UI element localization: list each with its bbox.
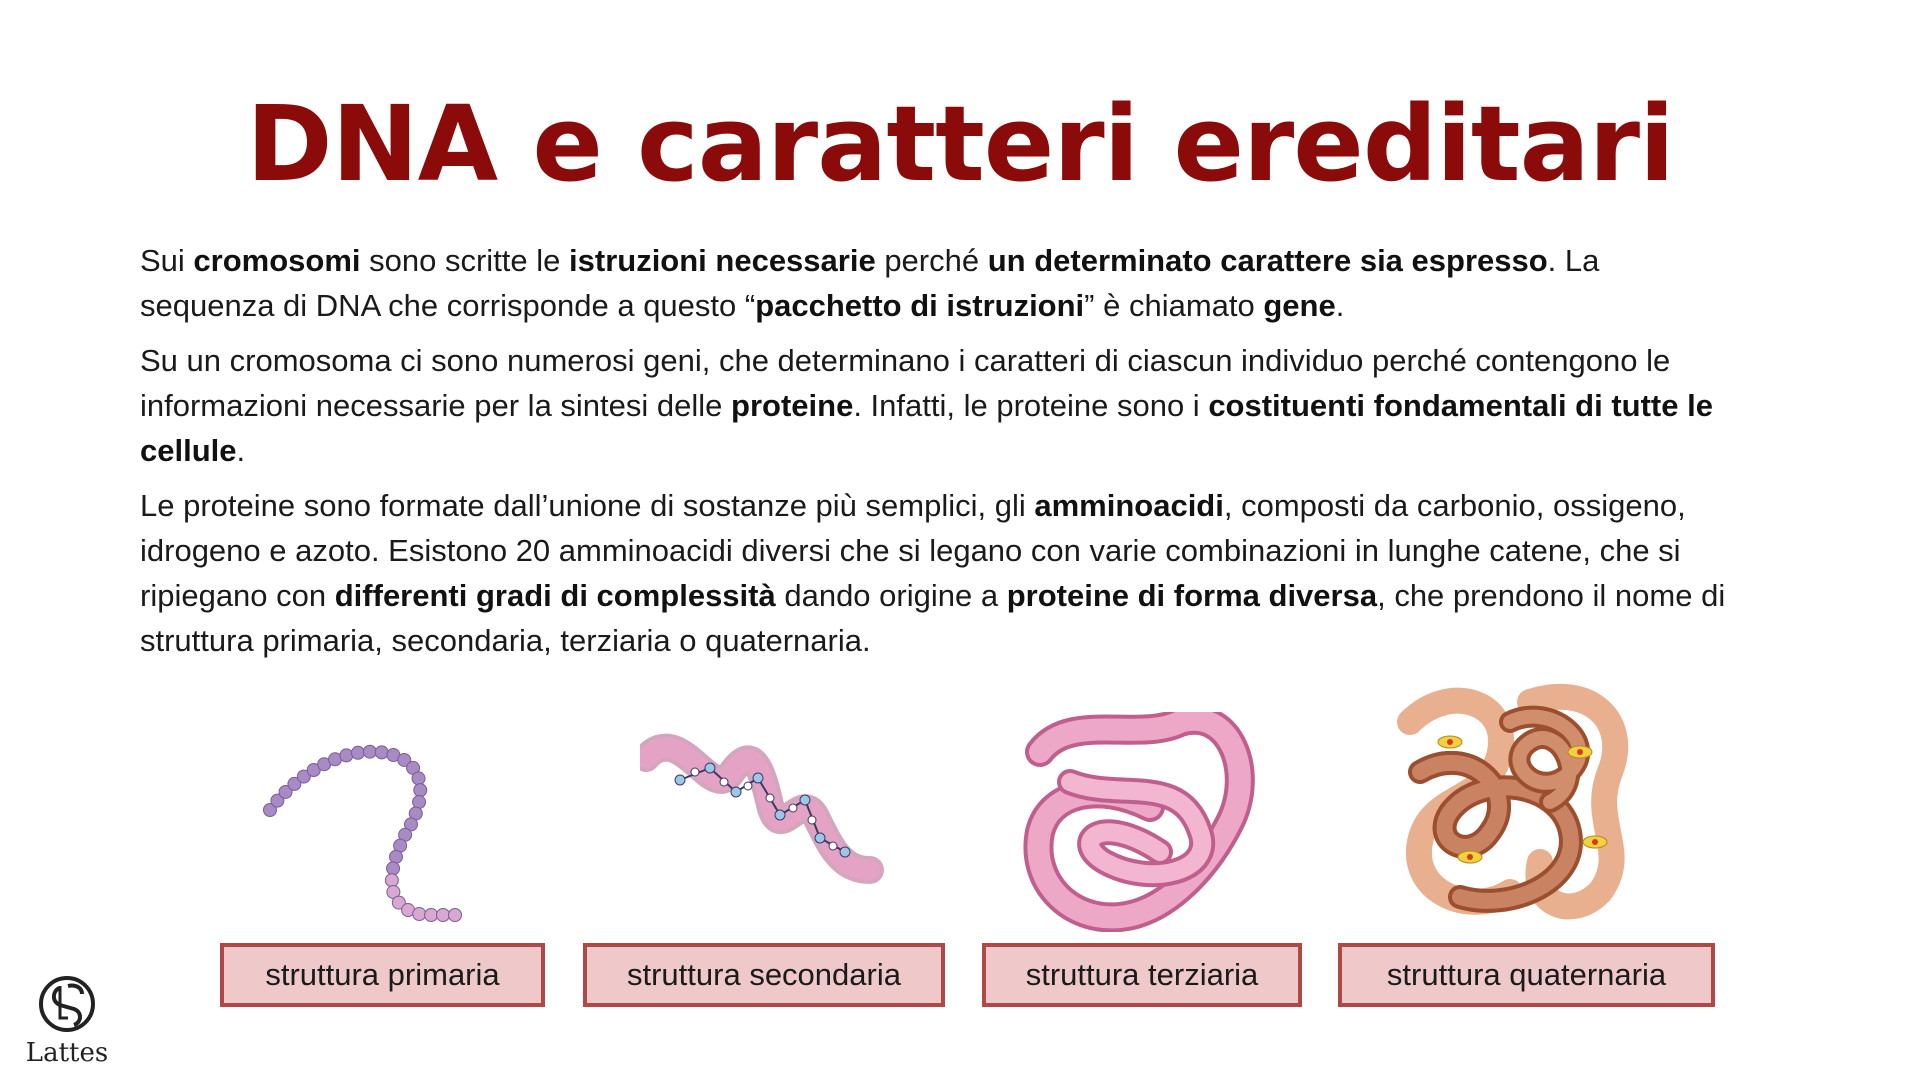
bold-text: un determinato carattere sia espresso <box>987 243 1548 278</box>
bold-text: istruzioni necessarie <box>569 243 876 278</box>
amino-acid-bead <box>363 745 376 758</box>
text-run: . La sequenza di DNA che corrisponde a questo “ <box>140 243 1600 323</box>
text-run: perché <box>875 243 988 278</box>
amino-acid-bead <box>413 908 426 921</box>
text-run: , composti da carbonio, ossigeno, idrogeno e azoto. Esistono 20 amminoacidi diversi che si legano con varie combinazioni in lunghe catene, che si ripiegano con <box>140 488 1686 613</box>
amino-acid-bead <box>425 909 438 922</box>
text-run: . <box>1335 288 1345 323</box>
amino-acid-bead <box>414 784 427 797</box>
amino-acid-bead <box>389 850 402 863</box>
amino-acid-bead <box>387 862 400 875</box>
bold-text: amminoacidi <box>1034 488 1224 523</box>
text-run: Sui <box>140 243 194 278</box>
label-primary-structure: struttura primaria <box>220 943 545 1007</box>
label-secondary-structure: struttura secondaria <box>583 943 945 1007</box>
primary-structure-illustration <box>255 735 525 925</box>
text-run: . <box>236 433 246 468</box>
amino-acid-bead <box>351 746 364 759</box>
bold-text: cromosomi <box>193 243 361 278</box>
paragraph-amino-acids <box>140 483 1740 663</box>
tertiary-structure-illustration <box>1010 712 1260 932</box>
amino-acid-bead <box>375 746 388 759</box>
bold-text: costituenti fondamentali di tutte le cellule <box>140 388 1713 468</box>
amino-acid-bead <box>412 772 425 785</box>
text-run: ” è chiamato <box>1084 288 1264 323</box>
bold-text: gene <box>1263 288 1336 323</box>
amino-acid-bead <box>385 874 398 887</box>
amino-acid-bead <box>437 909 450 922</box>
amino-acid-bead <box>413 796 426 809</box>
slide-title: DNA e caratteri ereditari <box>246 83 1674 205</box>
label-quaternary-structure: struttura quaternaria <box>1338 943 1715 1007</box>
text-run: dando origine a <box>775 578 1007 613</box>
text-run: . Infatti, le proteine sono i <box>853 388 1209 423</box>
publisher-name: Lattes <box>25 1038 109 1068</box>
bold-text: pacchetto di istruzioni <box>755 288 1085 323</box>
body-text <box>140 238 1740 673</box>
quaternary-structure-illustration <box>1390 682 1640 927</box>
bold-text: proteine <box>731 388 854 423</box>
secondary-structure-illustration <box>640 720 885 920</box>
publisher-logo <box>22 968 112 1068</box>
ls-monogram-icon <box>22 968 112 1038</box>
text-run: Su un cromosoma ci sono numerosi geni, che determinano i caratteri di ciascun individuo perché contengono le informazioni necessarie per la sintesi delle <box>140 343 1671 423</box>
bold-text: differenti gradi di complessità <box>334 578 776 613</box>
paragraph-chromosomes <box>140 238 1740 328</box>
amino-acid-bead <box>340 749 353 762</box>
amino-acid-bead-chain <box>264 745 462 921</box>
text-run: , che prendono il nome di struttura primaria, secondaria, terziaria o quaternaria. <box>140 578 1726 658</box>
label-tertiary-structure: struttura terziaria <box>982 943 1302 1007</box>
paragraph-genes <box>140 338 1740 473</box>
text-run: Le proteine sono formate dall’unione di sostanze più semplici, gli <box>140 488 1035 523</box>
amino-acid-bead <box>449 909 462 922</box>
bold-text: proteine di forma diversa <box>1006 578 1378 613</box>
text-run: sono scritte le <box>360 243 570 278</box>
